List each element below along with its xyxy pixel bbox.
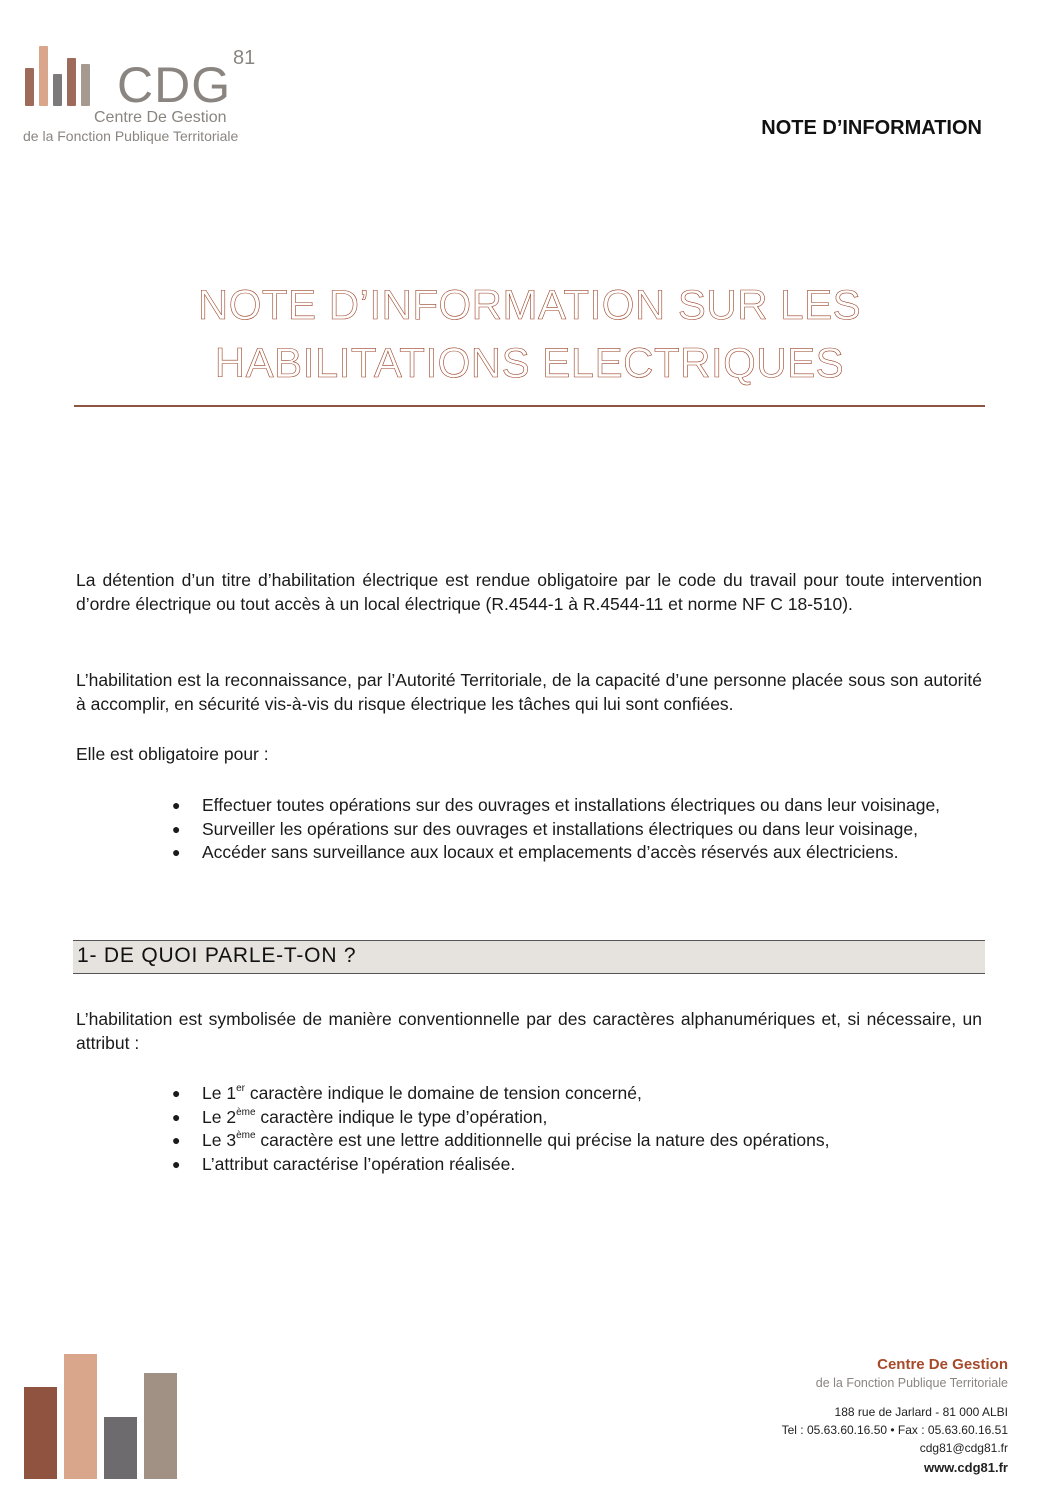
list-item: ● Le 3ème caractère est une lettre additionnelle qui précise la nature des opérations, xyxy=(168,1129,982,1153)
footer-org-name: Centre De Gestion xyxy=(877,1356,1008,1373)
bullet-icon: ● xyxy=(172,797,181,813)
footer-bar xyxy=(64,1354,97,1479)
list-item xyxy=(168,841,982,865)
intro-paragraph-3: Elle est obligatoire pour : xyxy=(76,744,269,764)
logo-wordmark: CDG xyxy=(117,57,232,113)
footer-bar xyxy=(104,1417,137,1479)
cdg81-logo xyxy=(22,34,272,146)
footer-phone-fax: Tel : 05.63.60.16.50 • Fax : 05.63.60.16.51 xyxy=(781,1423,1008,1437)
logo-line-1: Centre De Gestion xyxy=(94,109,227,126)
bullet-icon: ● xyxy=(172,1108,181,1125)
logo-bar xyxy=(25,68,34,106)
list-item-text: Surveiller les opérations sur des ouvrages et installations électriques ou dans leur voisinage, xyxy=(202,818,918,839)
title-line-1: NOTE D’INFORMATION SUR LES xyxy=(197,281,862,328)
title-divider xyxy=(74,405,985,407)
section-heading: 1- DE QUOI PARLE-T-ON ? xyxy=(77,944,357,967)
title-line-2: HABILITATIONS ELECTRIQUES xyxy=(214,339,845,386)
page-title xyxy=(74,276,985,392)
footer-address: 188 rue de Jarlard - 81 000 ALBI xyxy=(834,1405,1008,1419)
obligation-list xyxy=(168,794,982,865)
section-heading-bar xyxy=(73,940,985,974)
list-item: ● Le 1er caractère indique le domaine de tension concerné, xyxy=(168,1082,982,1106)
footer-email[interactable]: cdg81@cdg81.fr xyxy=(919,1441,1008,1455)
footer-logo-bars xyxy=(24,1354,184,1479)
bullet-icon: ● xyxy=(172,820,181,837)
logo-bar xyxy=(53,74,62,106)
logo-line-2: de la Fonction Publique Territoriale xyxy=(23,128,239,144)
intro-paragraph-1: La détention d’un titre d’habilitation électrique est rendue obligatoire par le code du travail pour toute intervention d’ordre électrique ou tout accès à un local électrique (R.4544-1 à R.4544-11 et norme NF C 18-510). xyxy=(76,570,982,614)
bullet-icon: ● xyxy=(172,1085,181,1101)
list-item xyxy=(168,818,982,842)
list-item-text: Accéder sans surveillance aux locaux et emplacements d’accès réservés aux électriciens. xyxy=(202,842,899,862)
footer-org-subtitle: de la Fonction Publique Territoriale xyxy=(815,1376,1008,1390)
character-list xyxy=(168,1082,982,1176)
footer-website[interactable]: www.cdg81.fr xyxy=(923,1460,1008,1475)
header-document-type: NOTE D’INFORMATION xyxy=(761,117,982,139)
footer-bar xyxy=(144,1373,177,1479)
section1-paragraph: L’habilitation est symbolisée de manière conventionnelle par des caractères alphanumériques et, si nécessaire, un attribut : xyxy=(76,1009,982,1053)
list-item: ● Le 2ème caractère indique le type d’opération, xyxy=(168,1106,982,1130)
footer-bar xyxy=(24,1387,57,1479)
logo-bar xyxy=(81,64,90,106)
list-item: ● L’attribut caractérise l’opération réalisée. xyxy=(168,1153,982,1177)
list-item xyxy=(168,794,982,818)
logo-bar xyxy=(67,58,76,106)
logo-bar xyxy=(39,46,48,106)
bullet-icon: ● xyxy=(172,844,181,860)
list-item-text: Effectuer toutes opérations sur des ouvrages et installations électriques ou dans leur voisinage, xyxy=(202,795,941,815)
logo-superscript: 81 xyxy=(233,47,256,69)
intro-paragraph-2: L’habilitation est la reconnaissance, par l’Autorité Territoriale, de la capacité d’une personne placée sous son autorité à accomplir, en sécurité vis-à-vis du risque électrique les tâches qui lui sont confiées. xyxy=(76,670,982,714)
bullet-icon: ● xyxy=(172,1132,181,1148)
bullet-icon: ● xyxy=(172,1155,181,1172)
